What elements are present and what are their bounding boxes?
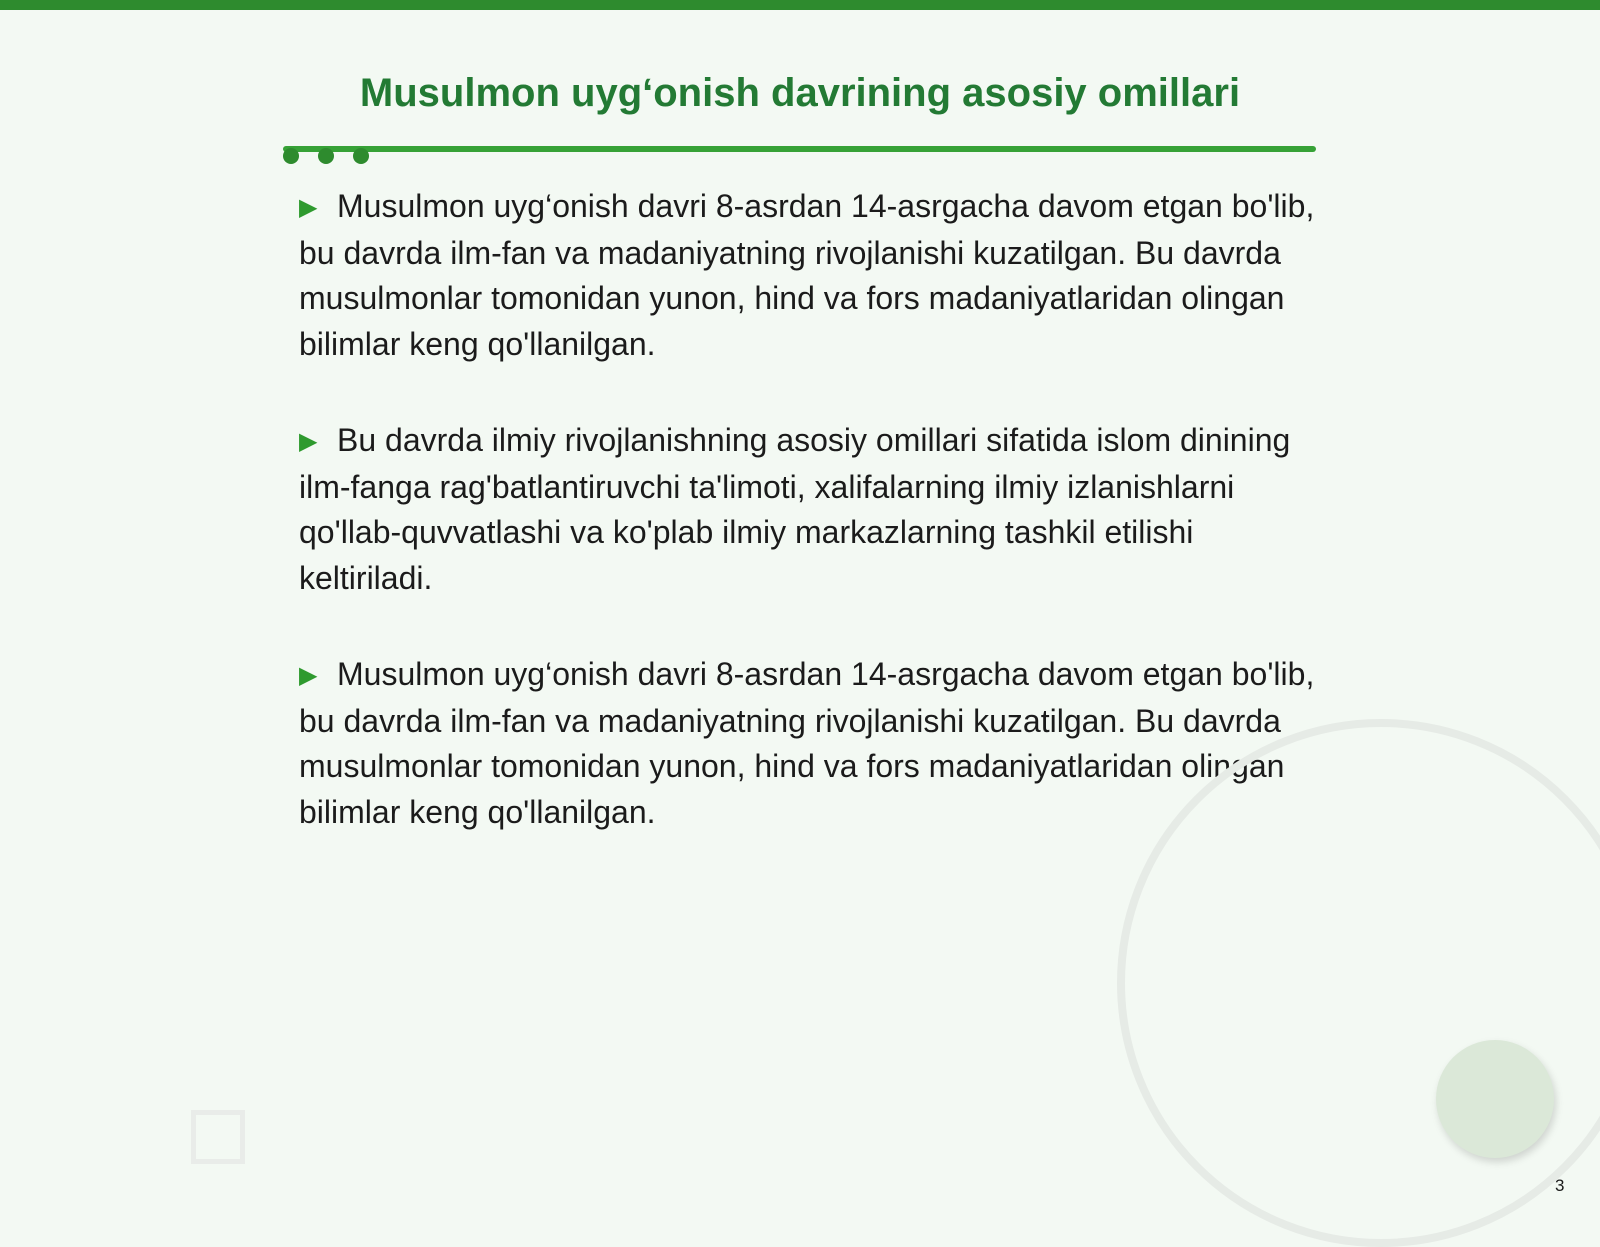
page-number: 3 (1555, 1176, 1565, 1195)
decorative-square (191, 1110, 245, 1164)
bullet-paragraph (299, 418, 1319, 601)
decorative-dot (353, 148, 369, 164)
title-underline (283, 146, 1316, 152)
decorative-dot (283, 148, 299, 164)
top-accent-bar (0, 0, 1600, 10)
play-arrow-icon: ▶ (299, 428, 318, 455)
bullet-list (299, 184, 1319, 886)
bullet-text: Bu davrda ilmiy rivojlanishning asosiy omillari sifatida islom dinining ilm-fanga rag'batlantiruvchi ta'limoti, xalifalarning ilmiy izlanishlarni qo'llab-quvvatlashi va ko'plab ilmiy markazlarning tashkil etilishi keltiriladi. (299, 422, 1291, 596)
decorative-disc (1436, 1040, 1554, 1158)
bullet-paragraph (299, 184, 1319, 367)
bullet-text: Musulmon uyg‘onish davri 8-asrdan 14-asrgacha davom etgan bo'lib, bu davrda ilm-fan va madaniyatning rivojlanishi kuzatilgan. Bu davrda musulmonlar tomonidan yunon, hind va fors madaniyatlaridan olingan bilimlar keng qo'llanilgan. (299, 188, 1315, 362)
bullet-text: Musulmon uyg‘onish davri 8-asrdan 14-asrgacha davom etgan bo'lib, bu davrda ilm-fan va madaniyatning rivojlanishi kuzatilgan. Bu davrda musulmonlar tomonidan yunon, hind va fors madaniyatlaridan olingan bilimlar keng qo'llanilgan. (299, 656, 1315, 830)
play-arrow-icon: ▶ (299, 662, 318, 689)
slide-title: Musulmon uyg‘onish davrining asosiy omillari (359, 71, 1241, 115)
decorative-dot (318, 148, 334, 164)
bullet-paragraph (299, 652, 1319, 835)
play-arrow-icon: ▶ (299, 194, 318, 221)
